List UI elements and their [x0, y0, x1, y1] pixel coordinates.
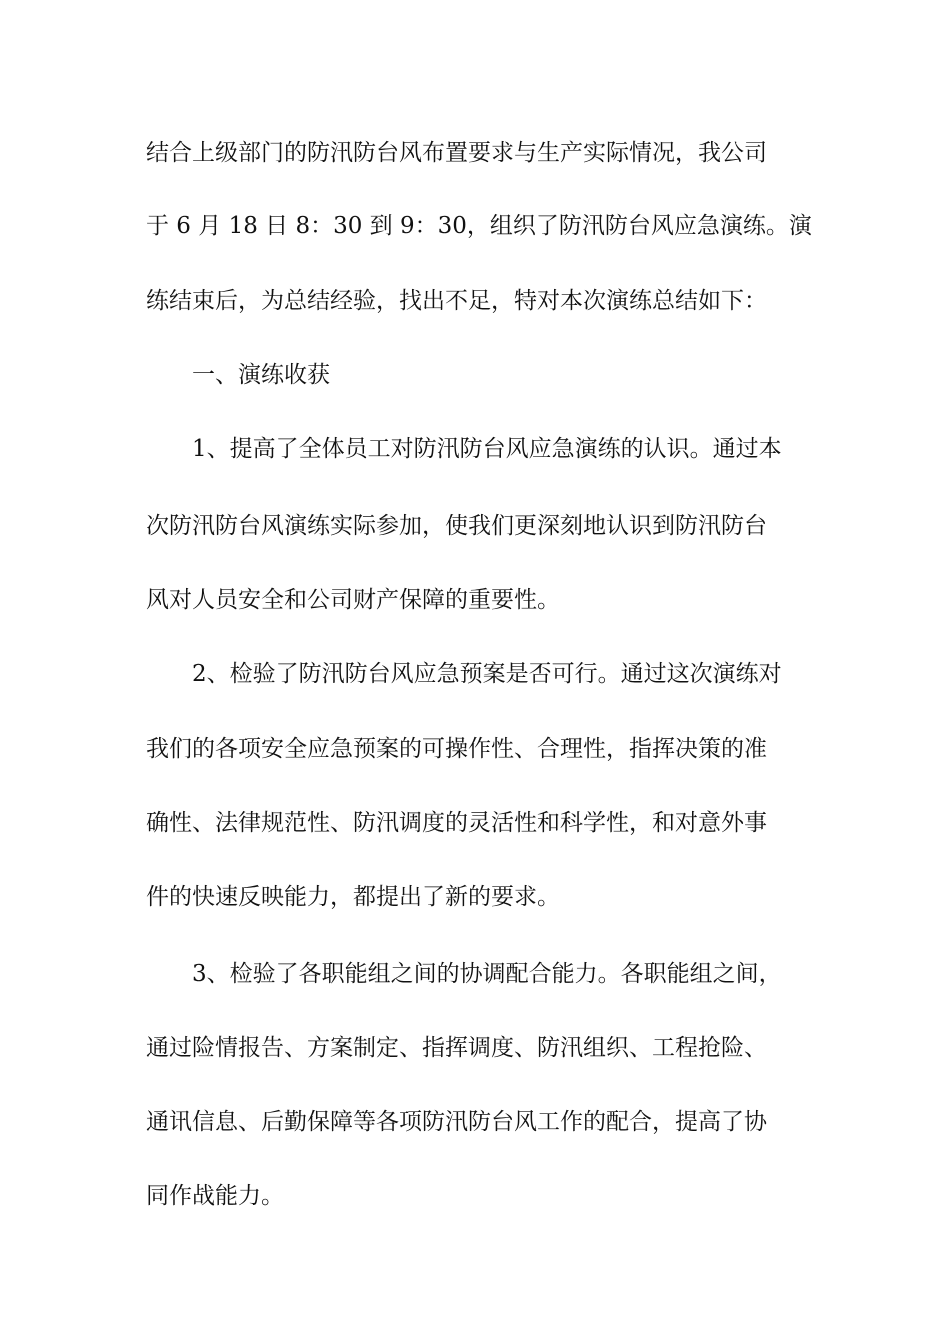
text-line: 结合上级部门的防汛防台风布置要求与生产实际情况，我公司	[146, 140, 767, 166]
text-line: 练结束后，为总结经验，找出不足，特对本次演练总结如下：	[146, 288, 767, 314]
text-line: 件的快速反映能力，都提出了新的要求。	[146, 884, 560, 910]
text-line: 风对人员安全和公司财产保障的重要性。	[146, 587, 560, 613]
text-line: 于 6 月 18 日 8：30 到 9：30，组织了防汛防台风应急演练。演	[146, 213, 812, 239]
text-line: 同作战能力。	[146, 1183, 284, 1209]
text-line: 确性、法律规范性、防汛调度的灵活性和科学性，和对意外事	[146, 810, 767, 836]
text-line: 通过险情报告、方案制定、指挥调度、防汛组织、工程抢险、	[146, 1035, 767, 1061]
text-line: 我们的各项安全应急预案的可操作性、合理性，指挥决策的准	[146, 736, 767, 762]
text-line: 通讯信息、后勤保障等各项防汛防台风工作的配合，提高了协	[146, 1109, 767, 1135]
text-line: 3、检验了各职能组之间的协调配合能力。各职能组之间，	[192, 961, 782, 987]
text-line: 1、提高了全体员工对防汛防台风应急演练的认识。通过本	[192, 436, 782, 462]
section-heading: 一、演练收获	[192, 362, 330, 388]
text-line: 2、检验了防汛防台风应急预案是否可行。通过这次演练对	[192, 661, 782, 687]
text-line: 次防汛防台风演练实际参加，使我们更深刻地认识到防汛防台	[146, 513, 767, 539]
